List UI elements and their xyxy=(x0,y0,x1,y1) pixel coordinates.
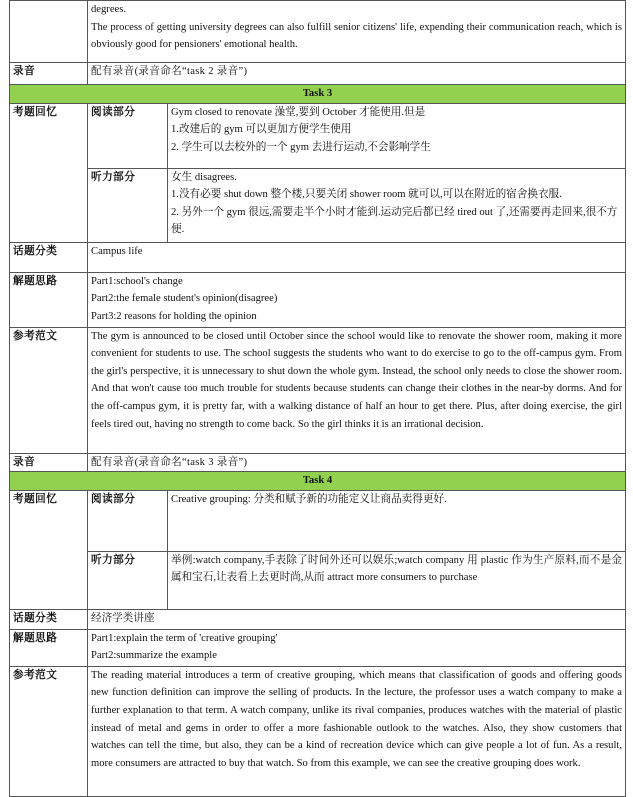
task3-reading-label: 阅读部分 xyxy=(88,103,168,168)
task4-title: Task 4 xyxy=(10,472,626,491)
task3-listening-label: 听力部分 xyxy=(88,168,168,242)
task4-listening-line-1: 举例:watch company,手表除了时间外还可以娱乐;watch company 用 plastic 作为生产原料,而不是金属和宝石,让表看上去更时尚,从而 attract more consumers to purchase xyxy=(171,554,623,584)
task-table xyxy=(9,0,626,797)
previous-sample-line-1: degrees. xyxy=(91,4,126,15)
task4-approach-line-1: Part1:explain the term of 'creative grouping' xyxy=(91,632,278,644)
task3-topic-label: 话题分类 xyxy=(10,242,88,272)
task3-recording-text: 配有录音(录音命名“task 3 录音”) xyxy=(88,453,626,472)
task4-topic-label: 话题分类 xyxy=(10,609,88,629)
task2-recording-label: 录音 xyxy=(10,63,88,85)
task4-reading-text xyxy=(168,490,626,551)
task4-recall-label: 考题回忆 xyxy=(10,490,88,609)
task3-reading-line-1: Gym closed to renovate 澡堂,要到 October 才能使用.但是 xyxy=(171,106,426,118)
task3-approach-line-2: Part2:the female student's opinion(disagree) xyxy=(91,293,278,305)
task4-approach-label: 解题思路 xyxy=(10,629,88,666)
task3-topic-row xyxy=(10,242,626,272)
task3-recall-label: 考题回忆 xyxy=(10,103,88,242)
task4-listening-text xyxy=(168,551,626,609)
task4-approach-row xyxy=(10,629,626,666)
task4-approach-line-2: Part2:summarize the example xyxy=(91,650,217,662)
task3-reading-row xyxy=(10,103,626,168)
task4-sample-label: 参考范文 xyxy=(10,666,88,796)
task3-reading-line-2: 1.改建后的 gym 可以更加方便学生使用 xyxy=(171,124,352,136)
task4-header-row xyxy=(10,472,626,491)
task2-recording-row xyxy=(10,63,626,85)
task3-listening-text xyxy=(168,168,626,242)
task3-listening-line-2: 1.没有必要 shut down 整个楼,只要关闭 shower room 就可以,可以在附近的宿舍换衣服. xyxy=(171,189,562,201)
task3-sample-label: 参考范文 xyxy=(10,327,88,453)
task3-title: Task 3 xyxy=(10,85,626,104)
task3-header-row xyxy=(10,85,626,104)
task3-approach-line-1: Part1:school's change xyxy=(91,275,183,287)
task4-topic-row xyxy=(10,609,626,629)
task4-topic-text: 经济学类讲座 xyxy=(88,609,626,629)
task3-sample-row xyxy=(10,327,626,453)
previous-sample-line-2: The process of getting university degrees can also fulfill senior citizens' life, expending their communication reach, which is obviously good for pensioners' emotional health. xyxy=(91,21,623,51)
task3-topic-text: Campus life xyxy=(88,242,626,272)
previous-sample-row xyxy=(10,1,626,63)
task3-listening-line-1: 女生 disagrees. xyxy=(171,171,237,183)
task3-listening-line-3: 2. 另外一个 gym 很远,需要走半个小时才能到.运动完后都已经 tired out 了,还需要再走回来,很不方便. xyxy=(171,206,618,236)
task2-recording-text: 配有录音(录音命名“task 2 录音”) xyxy=(88,63,626,85)
task3-approach-label: 解题思路 xyxy=(10,272,88,327)
previous-sample-text xyxy=(88,1,626,63)
task3-reading-line-3: 2. 学生可以去校外的一个 gym 去进行运动,不会影响学生 xyxy=(171,141,431,153)
task4-listening-row xyxy=(10,551,626,609)
task4-sample-row xyxy=(10,666,626,796)
task4-approach-text xyxy=(88,629,626,666)
task3-recording-label: 录音 xyxy=(10,453,88,472)
task3-approach-row xyxy=(10,272,626,327)
task3-approach-line-3: Part3:2 reasons for holding the opinion xyxy=(91,310,257,322)
task3-reading-text xyxy=(168,103,626,168)
task3-listening-row xyxy=(10,168,626,242)
task4-reading-line-1: Creative grouping: 分类和赋予新的功能定义让商品卖得更好. xyxy=(171,493,447,505)
task4-reading-label: 阅读部分 xyxy=(88,490,168,551)
task3-sample-text: The gym is announced to be closed until October since the school would like to renovate the shower room, making it more convenient for students to use. The school suggests the students who want to do exercise to go to the off-campus gym. From the girl's perspective, it is unnecessary to shut down the whole gym. Instead, the school only needs to close the shower room. And that won't cause too much trouble for students because students can change their clothes in the near-by dorms. And for the off-campus gym, it is pretty far, with a walking distance of half an hour to get there. Plus, after doing exercise, the girl feels tired out, having no strength to come back. So the girl thinks it is an irrational decision. xyxy=(88,327,626,453)
previous-sample-label-cell xyxy=(10,1,88,63)
task3-recording-row xyxy=(10,453,626,472)
task3-approach-text xyxy=(88,272,626,327)
task4-reading-row xyxy=(10,490,626,551)
task4-listening-label: 听力部分 xyxy=(88,551,168,609)
task4-sample-text: The reading material introduces a term of creative grouping, which means that classification of goods and offering goods new function definition can improve the selling of products. In the lecture, the professor uses a watch company to make a further explanation to that term. A watch company, unlike its rival companies, produces watches with the material of plastic instead of metal and gems in order to offer a more fashionable outlook to the watches. Also, they show customers that watches can tell the time, but also, they can be a kind of recreation device which can give people a lot of fun. As a result, more consumers are attracted to buy that watch. So from this example, we can see the creative grouping does work. xyxy=(88,666,626,796)
